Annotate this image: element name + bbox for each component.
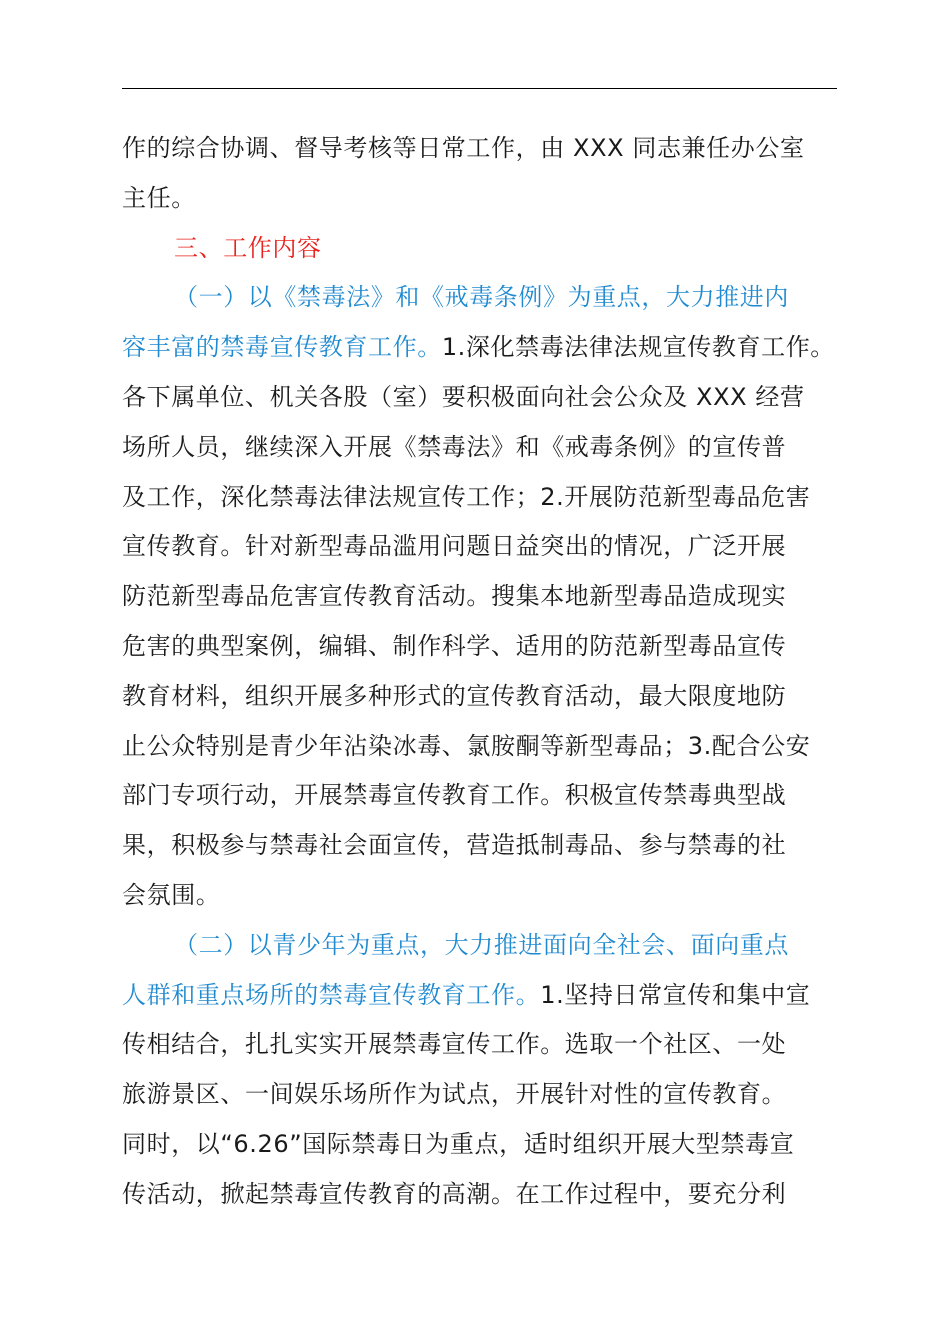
subsection-heading-continued: 人群和重点场所的禁毒宣传教育工作。	[122, 980, 541, 1009]
body-line: 宣传教育。针对新型毒品滥用问题日益突出的情况，广泛开展	[122, 532, 787, 561]
body-line	[122, 323, 842, 373]
section-heading: 三、工作内容	[174, 233, 322, 262]
body-text-run: 1.深化禁毒法律法规宣传教育工作。	[441, 333, 835, 362]
body-line	[122, 971, 842, 1021]
subsection-heading: （一）以《禁毒法》和《戒毒条例》为重点，大力推进内	[174, 283, 789, 312]
body-line: 果，积极参与禁毒社会面宣传，营造抵制毒品、参与禁毒的社	[122, 831, 787, 860]
body-line: 传相结合，扎扎实实开展禁毒宣传工作。选取一个社区、一处	[122, 1030, 787, 1059]
body-line: 会氛围。	[122, 880, 221, 909]
body-line: 危害的典型案例，编辑、制作科学、适用的防范新型毒品宣传	[122, 631, 787, 660]
subsection-heading-continued: 容丰富的禁毒宣传教育工作。	[122, 333, 442, 362]
body-text-run: 1.坚持日常宣传和集中宣	[540, 980, 811, 1009]
body-line: 传活动，掀起禁毒宣传教育的高潮。在工作过程中，要充分利	[122, 1179, 787, 1208]
document-body	[122, 124, 842, 1220]
body-line: 防范新型毒品危害宣传教育活动。搜集本地新型毒品造成现实	[122, 582, 787, 611]
body-line: 止公众特别是青少年沾染冰毒、氯胺酮等新型毒品；3.配合公安	[122, 731, 811, 760]
body-line: 旅游景区、一间娱乐场所作为试点，开展针对性的宣传教育。	[122, 1080, 787, 1109]
body-line: 及工作，深化禁毒法律法规宣传工作；2.开展防范新型毒品危害	[122, 482, 811, 511]
subsection-heading: （二）以青少年为重点，大力推进面向全社会、面向重点	[174, 930, 789, 959]
body-line: 同时，以“6.26”国际禁毒日为重点，适时组织开展大型禁毒宣	[122, 1129, 795, 1158]
body-line: 场所人员，继续深入开展《禁毒法》和《戒毒条例》的宣传普	[122, 432, 787, 461]
body-line: 主任。	[122, 183, 196, 212]
body-line: 各下属单位、机关各股（室）要积极面向社会公众及 XXX 经营	[122, 382, 805, 411]
body-line: 作的综合协调、督导考核等日常工作，由 XXX 同志兼任办公室	[122, 134, 805, 162]
body-line: 教育材料，组织开展多种形式的宣传教育活动，最大限度地防	[122, 681, 787, 710]
body-line: 部门专项行动，开展禁毒宣传教育工作。积极宣传禁毒典型战	[122, 781, 787, 810]
header-rule	[122, 88, 837, 89]
